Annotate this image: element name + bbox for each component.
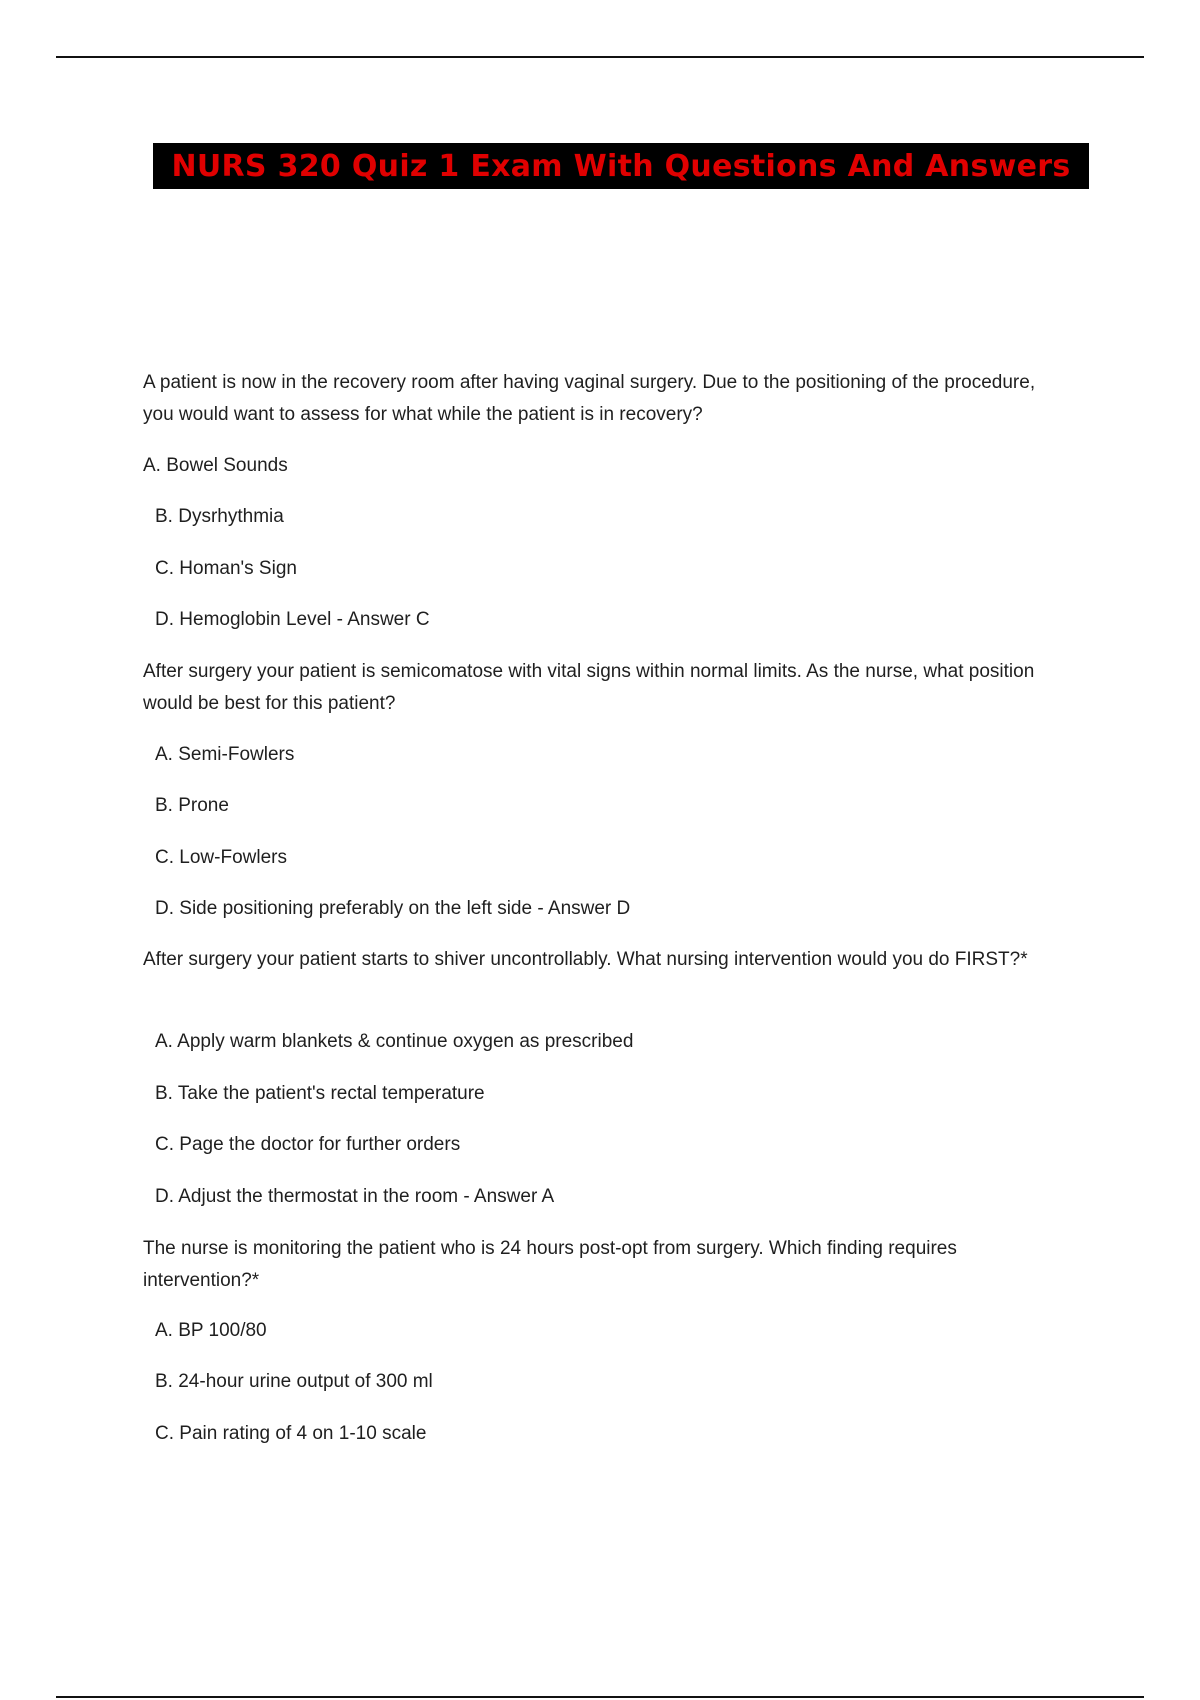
page-bottom-rule: [56, 1696, 1144, 1698]
question-3-option-a: A. Apply warm blankets & continue oxygen as prescribed: [155, 1031, 634, 1052]
question-1-option-b: B. Dysrhythmia: [155, 506, 284, 527]
question-1-option-d: D. Hemoglobin Level - Answer C: [155, 609, 430, 630]
question-4-option-b: B. 24-hour urine output of 300 ml: [155, 1371, 433, 1392]
question-4-text: The nurse is monitoring the patient who is 24 hours post-opt from surgery. Which finding requires intervention?*: [143, 1238, 957, 1291]
question-2-option-d: D. Side positioning preferably on the left side - Answer D: [155, 898, 631, 919]
question-1-option-c: C. Homan's Sign: [155, 558, 297, 579]
question-2-option-b: B. Prone: [155, 795, 229, 816]
document-title: NURS 320 Quiz 1 Exam With Questions And Answers: [171, 148, 1071, 184]
question-3-text: After surgery your patient starts to shiver uncontrollably. What nursing intervention would you do FIRST?*: [143, 949, 1028, 970]
page-top-rule: [56, 56, 1144, 58]
question-2-option-a: A. Semi-Fowlers: [155, 744, 295, 765]
question-1-option-a: A. Bowel Sounds: [143, 455, 288, 476]
question-1-text: A patient is now in the recovery room after having vaginal surgery. Due to the positioning of the procedure, you would want to assess for what while the patient is in recovery?: [143, 372, 1036, 425]
question-4-option-a: A. BP 100/80: [155, 1320, 267, 1341]
document-title-banner: [153, 143, 1089, 189]
question-2-text: After surgery your patient is semicomatose with vital signs within normal limits. As the nurse, what position would be best for this patient?: [143, 661, 1035, 714]
question-3-option-d: D. Adjust the thermostat in the room - Answer A: [155, 1186, 555, 1207]
question-2-option-c: C. Low-Fowlers: [155, 847, 287, 868]
question-3-option-b: B. Take the patient's rectal temperature: [155, 1083, 485, 1104]
question-3-option-c: C. Page the doctor for further orders: [155, 1134, 461, 1155]
question-4-option-c: C. Pain rating of 4 on 1-10 scale: [155, 1423, 427, 1444]
